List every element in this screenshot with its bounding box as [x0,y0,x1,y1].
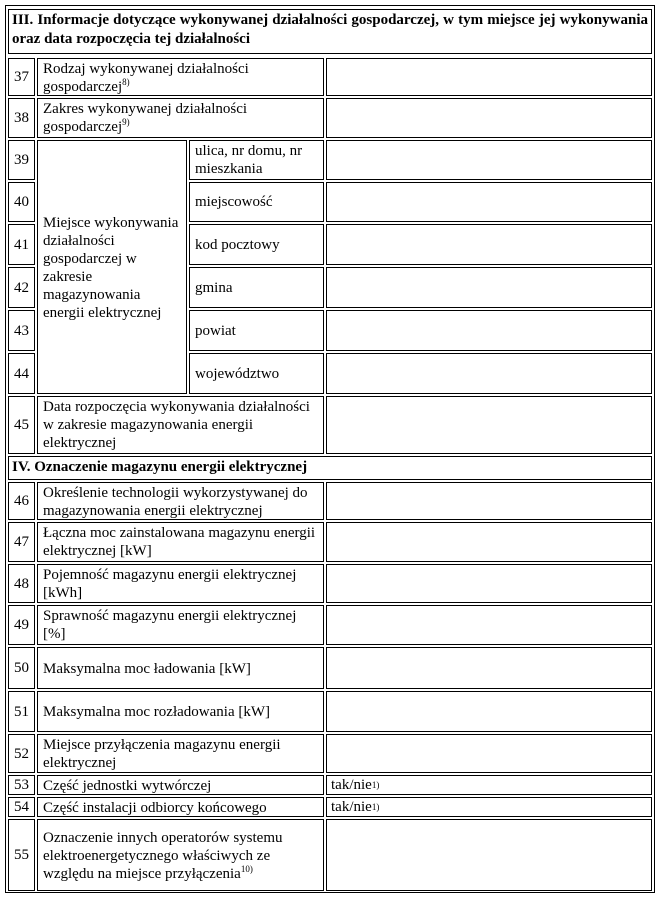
footnote-8-marker: 8) [122,77,130,87]
row-49-number: 49 [8,605,35,645]
row-55-value-field[interactable] [326,819,652,891]
footnote-10-marker: 10) [240,863,253,874]
row-54-number: 54 [8,797,35,817]
row-52-label: Miejsce przyłączenia magazynu energii elektrycznej [37,734,324,773]
row-47-number: 47 [8,522,35,562]
row-37-value-field[interactable] [326,58,652,96]
row-41-label: kod pocztowy [189,224,324,265]
row-37-number: 37 [8,58,35,96]
row-40-value-field[interactable] [326,182,652,222]
row-51-value-field[interactable] [326,691,652,732]
row-38-label-text: Zakres wykonywanej działalności gospodarczej [43,101,248,135]
row-49-value-field[interactable] [326,605,652,645]
row-54-label: Część instalacji odbiorcy końcowego [37,797,324,817]
row-43-number: 43 [8,310,35,351]
row-37-label [37,58,324,96]
application-form [5,5,655,893]
row-43-value-field[interactable] [326,310,652,351]
row-38-value-field[interactable] [326,98,652,138]
row-38-number: 38 [8,98,35,138]
row-39-label: ulica, nr domu, nr mieszkania [189,140,324,180]
location-group-label [37,140,187,394]
location-group-label-text: Miejsce wykonywania działalności gospodarczej w zakresie magazynowania energii elektrycznej [43,214,179,321]
row-55-label-wrap [43,829,318,883]
section-3-title: III. Informacje dotyczące wykonywanej działalności gospodarczej, w tym miejsce jej wykonywania oraz data rozpoczęcia tej działalności [12,12,648,47]
row-48-number: 48 [8,564,35,603]
row-41-value-field[interactable] [326,224,652,265]
row-47-value-field[interactable] [326,522,652,562]
row-54-value-field[interactable]: tak/nie 1) [326,797,652,817]
row-53-label: Część jednostki wytwórczej [37,775,324,795]
row-42-value-field[interactable] [326,267,652,308]
row-47-label: Łączna moc zainstalowana magazynu energii elektrycznej [kW] [37,522,324,562]
row-39-value-field[interactable] [326,140,652,180]
row-55-number: 55 [8,819,35,891]
row-40-number: 40 [8,182,35,222]
row-52-value-field[interactable] [326,734,652,773]
row-50-number: 50 [8,647,35,689]
row-45-value-field[interactable] [326,396,652,454]
section-3-header [8,9,652,54]
row-46-number: 46 [8,482,35,520]
row-53-value-text: tak/nie [331,777,372,793]
row-50-value-field[interactable] [326,647,652,689]
row-51-label: Maksymalna moc rozładowania [kW] [37,691,324,732]
row-42-number: 42 [8,267,35,308]
row-48-label: Pojemność magazynu energii elektrycznej [kWh] [37,564,324,603]
row-44-value-field[interactable] [326,353,652,394]
row-53-value-field[interactable]: tak/nie 1) [326,775,652,795]
row-44-label: województwo [189,353,324,394]
section-4-title: IV. Oznaczenie magazynu energii elektrycznej [12,459,308,475]
section-4-header [8,456,652,480]
row-40-label: miejscowość [189,182,324,222]
row-43-label: powiat [189,310,324,351]
footnote-9-marker: 9) [122,117,130,127]
row-42-label: gmina [189,267,324,308]
row-37-label-text: Rodzaj wykonywanej działalności gospodarczej [43,61,249,95]
row-51-number: 51 [8,691,35,732]
row-46-value-field[interactable] [326,482,652,520]
row-48-value-field[interactable] [326,564,652,603]
row-54-value-text: tak/nie [331,799,372,815]
row-45-number: 45 [8,396,35,454]
row-50-label: Maksymalna moc ładowania [kW] [37,647,324,689]
row-55-label-text: Oznaczenie innych operatorów systemu elektroenergetycznego właściwych ze względu na miejsce przyłączenia [43,829,283,882]
row-55-label [37,819,324,891]
row-38-label [37,98,324,138]
row-39-number: 39 [8,140,35,180]
row-49-label: Sprawność magazynu energii elektrycznej [%] [37,605,324,645]
row-45-label: Data rozpoczęcia wykonywania działalności w zakresie magazynowania energii elektrycznej [37,396,324,454]
row-53-number: 53 [8,775,35,795]
row-44-number: 44 [8,353,35,394]
row-41-number: 41 [8,224,35,265]
row-46-label: Określenie technologii wykorzystywanej do magazynowania energii elektrycznej [37,482,324,520]
row-52-number: 52 [8,734,35,773]
